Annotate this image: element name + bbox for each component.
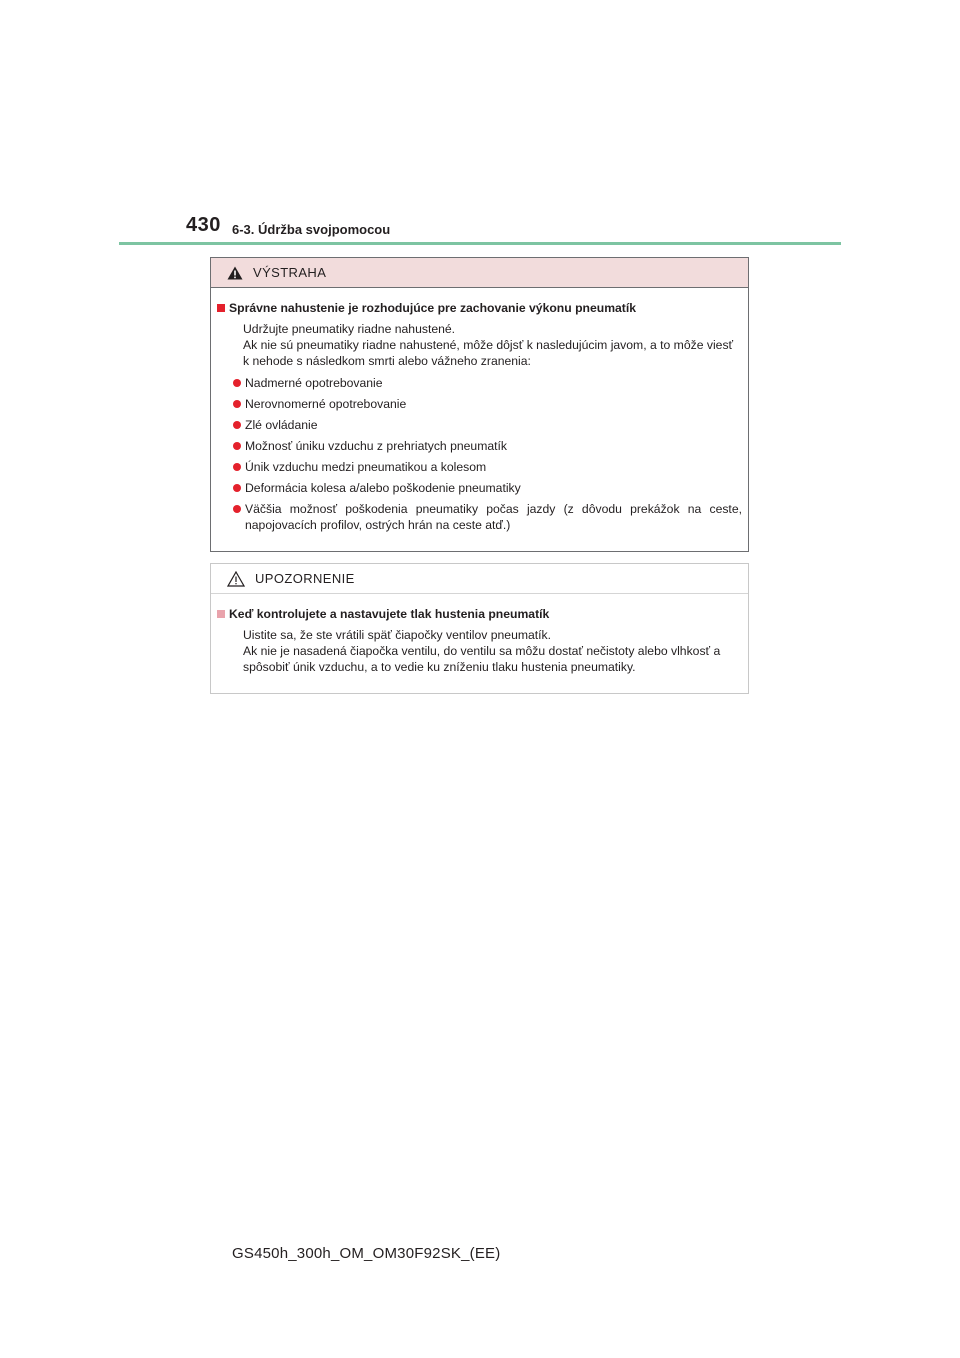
round-bullet-icon (233, 505, 241, 513)
notice-box-body (211, 594, 748, 675)
square-bullet-icon (217, 610, 225, 618)
warning-paragraph-2: Ak nie sú pneumatiky riadne nahustené, môže dôjsť k nasledujúcim javom, a to môže viesť k nehode s následkom smrti alebo vážneho zranenia: (243, 338, 734, 368)
warning-paragraph-1: Udržujte pneumatiky riadne nahustené. (243, 322, 456, 336)
warning-heading (217, 300, 742, 316)
round-bullet-icon (233, 379, 241, 387)
list-item (217, 459, 742, 475)
notice-paragraph-2: Ak nie je nasadená čiapočka ventilu, do ventilu sa môžu dostať nečistoty alebo vlhkosť a spôsobiť únik vzduchu, a to vedie ku zníženiu tlaku hustenia pneumatiky. (243, 644, 721, 674)
notice-paragraph-1: Uistite sa, že ste vrátili späť čiapočky ventilov pneumatík. (243, 628, 552, 642)
page-number: 430 (186, 214, 221, 236)
list-item (217, 501, 742, 533)
round-bullet-icon (233, 484, 241, 492)
header-divider (119, 242, 841, 245)
list-item (217, 417, 742, 433)
round-bullet-icon (233, 421, 241, 429)
warning-heading-text: Správne nahustenie je rozhodujúce pre zachovanie výkonu pneumatík (229, 301, 637, 315)
list-item-text: Nadmerné opotrebovanie (245, 376, 383, 390)
list-item-text: Únik vzduchu medzi pneumatikou a kolesom (245, 460, 487, 474)
list-item (217, 438, 742, 454)
list-item-text: Deformácia kolesa a/alebo poškodenie pneumatiky (245, 481, 521, 495)
warning-box-body (211, 288, 748, 533)
warning-title: VÝSTRAHA (253, 265, 327, 280)
list-item-text: Zlé ovládanie (245, 418, 318, 432)
list-item (217, 375, 742, 391)
round-bullet-icon (233, 442, 241, 450)
notice-heading-text: Keď kontrolujete a nastavujete tlak hustenia pneumatík (229, 607, 550, 621)
notice-title: UPOZORNENIE (255, 571, 355, 586)
list-item (217, 396, 742, 412)
model-code-footer: GS450h_300h_OM_OM30F92SK_(EE) (232, 1245, 501, 1262)
list-item-text: Nerovnomerné opotrebovanie (245, 397, 407, 411)
square-bullet-icon (217, 304, 225, 312)
warning-box (210, 257, 749, 552)
list-item-text: Väčšia možnosť poškodenia pneumatiky počas jazdy (z dôvodu prekážok na ceste, napojovacích profilov, ostrých hrán na ceste atď.) (245, 502, 742, 532)
warning-triangle-icon (227, 266, 243, 280)
round-bullet-icon (233, 463, 241, 471)
notice-box-header (211, 564, 748, 594)
round-bullet-icon (233, 400, 241, 408)
notice-box (210, 563, 749, 694)
caution-triangle-outline-icon (227, 571, 245, 587)
section-title: 6-3. Údržba svojpomocou (232, 222, 391, 237)
warning-list (217, 375, 742, 533)
warning-box-header (211, 258, 748, 288)
notice-heading (217, 606, 742, 622)
list-item-text: Možnosť úniku vzduchu z prehriatych pneumatík (245, 439, 507, 453)
list-item (217, 480, 742, 496)
